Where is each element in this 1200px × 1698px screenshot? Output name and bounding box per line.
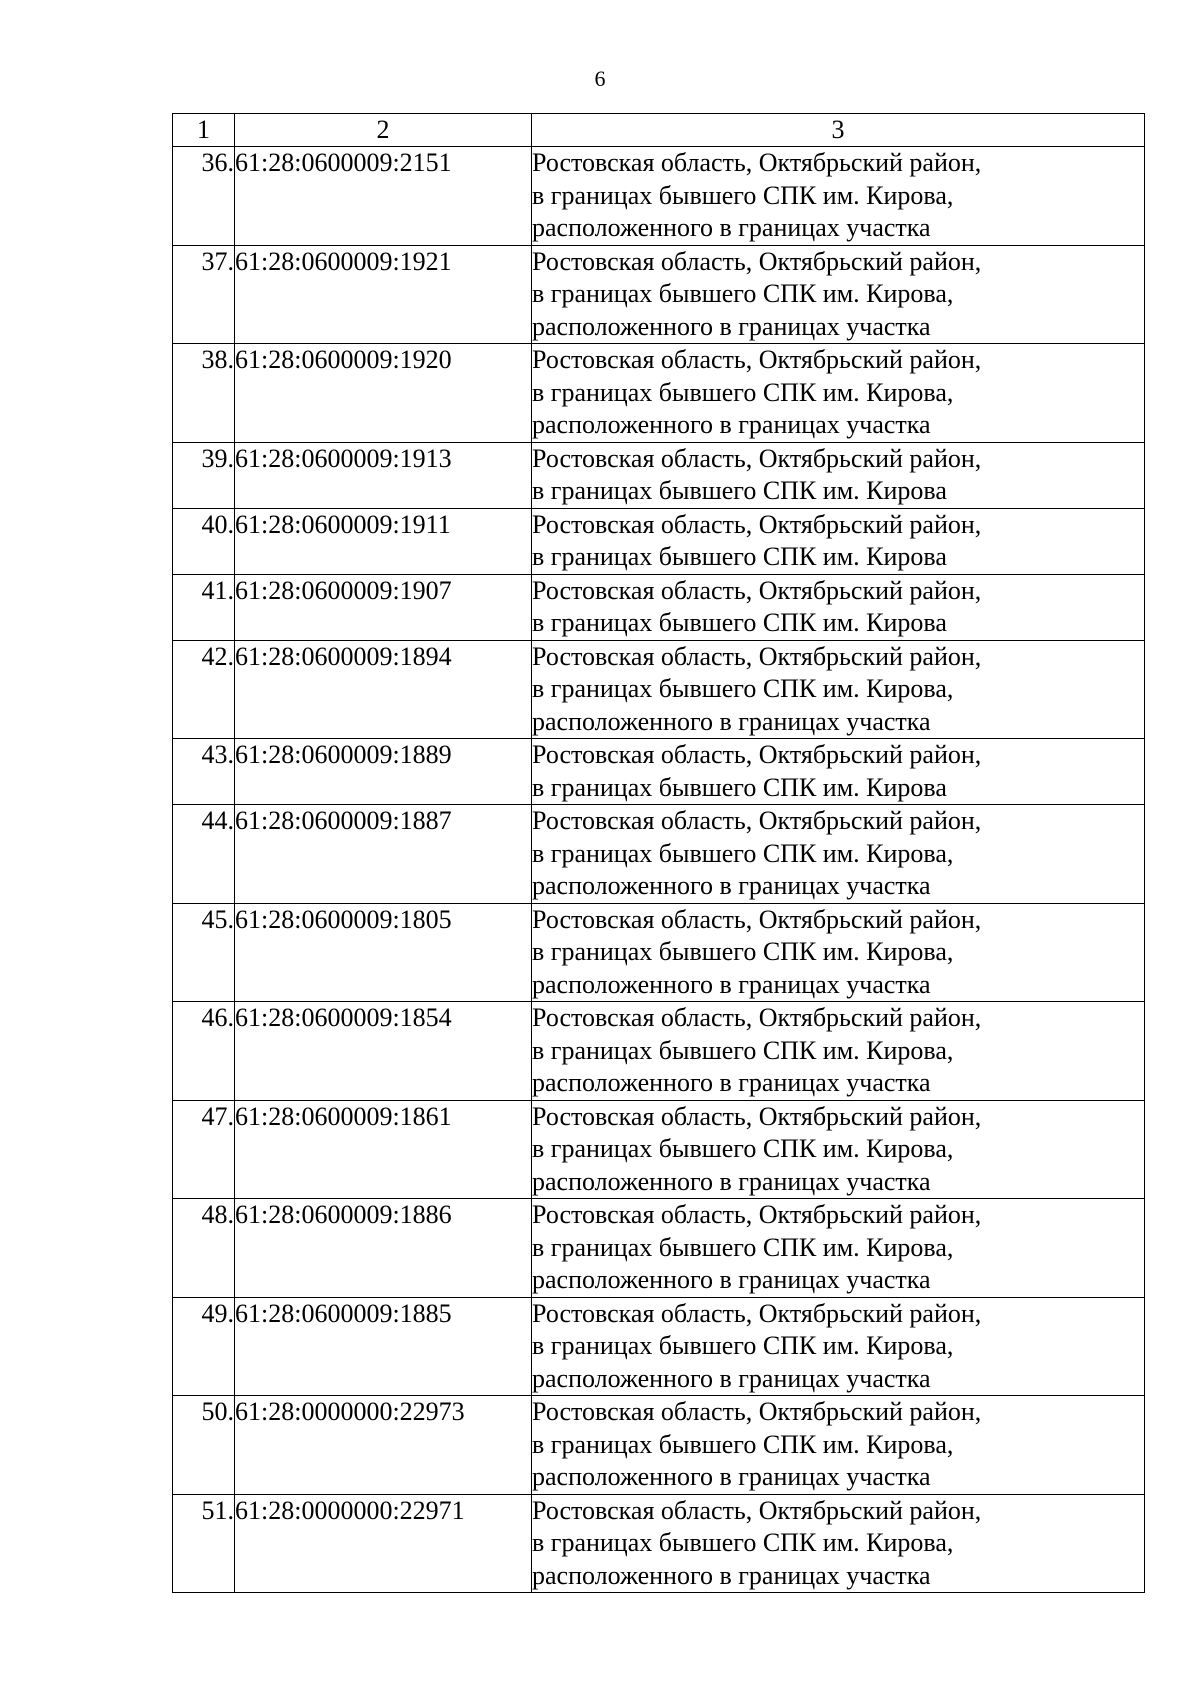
cadastral-number: 61:28:0600009:1885 xyxy=(235,1297,532,1396)
address-line: Ростовская область, Октябрьский район, xyxy=(532,443,982,473)
address-line: расположенного в границах участка xyxy=(532,871,931,900)
cadastral-number: 61:28:0600009:1889 xyxy=(235,739,532,805)
table-row xyxy=(173,1494,1145,1593)
cadastral-number: 61:28:0600009:1805 xyxy=(235,903,532,1002)
address-line: в границах бывшего СПК им. Кирова, xyxy=(532,1429,954,1459)
cadastral-number: 61:28:0600009:1911 xyxy=(235,508,532,574)
address-cell xyxy=(532,147,1145,246)
address-cell xyxy=(532,1100,1145,1199)
row-number: 43. xyxy=(173,739,235,805)
address-line: расположенного в границах участка xyxy=(532,213,931,242)
row-number: 40. xyxy=(173,508,235,574)
cadastral-number: 61:28:0600009:1886 xyxy=(235,1199,532,1298)
table-row xyxy=(173,739,1145,805)
address-cell xyxy=(532,1199,1145,1298)
address-line: Ростовская область, Октябрьский район, xyxy=(532,1200,982,1229)
address-cell xyxy=(532,805,1145,904)
address-line: расположенного в границах участка xyxy=(532,1166,931,1196)
row-number: 45. xyxy=(173,903,235,1002)
row-number: 48. xyxy=(173,1199,235,1298)
address-line: расположенного в границах участка xyxy=(532,410,931,439)
address-line: Ростовская область, Октябрьский район, xyxy=(532,148,982,177)
row-number: 46. xyxy=(173,1002,235,1101)
address-line: в границах бывшего СПК им. Кирова, xyxy=(532,937,954,966)
address-cell xyxy=(532,640,1145,739)
table-row xyxy=(173,442,1145,508)
table-row xyxy=(173,1396,1145,1495)
row-number: 36. xyxy=(173,147,235,246)
table-row xyxy=(173,1100,1145,1199)
address-line: Ростовская область, Октябрьский район, xyxy=(532,641,982,671)
cadastral-number: 61:28:0600009:1907 xyxy=(235,574,532,640)
address-line: в границах бывшего СПК им. Кирова, xyxy=(532,180,954,210)
column-header-number: 1 xyxy=(173,114,235,147)
table-row xyxy=(173,903,1145,1002)
address-cell xyxy=(532,739,1145,805)
address-line: Ростовская область, Октябрьский район, xyxy=(532,1003,982,1032)
table-row xyxy=(173,1297,1145,1396)
address-cell xyxy=(532,442,1145,508)
address-line: Ростовская область, Октябрьский район, xyxy=(532,575,982,605)
row-number: 38. xyxy=(173,344,235,443)
address-cell xyxy=(532,1494,1145,1593)
column-header-cadastral: 2 xyxy=(235,114,532,147)
cadastral-number: 61:28:0000000:22973 xyxy=(235,1396,532,1495)
cadastral-number: 61:28:0600009:1921 xyxy=(235,245,532,344)
address-line: расположенного в границах участка xyxy=(532,1560,931,1590)
cadastral-number: 61:28:0600009:1861 xyxy=(235,1100,532,1199)
table-row xyxy=(173,1002,1145,1101)
table-row xyxy=(173,574,1145,640)
address-cell xyxy=(532,1002,1145,1101)
address-line: расположенного в границах участка xyxy=(532,969,931,999)
address-cell xyxy=(532,903,1145,1002)
address-line: в границах бывшего СПК им. Кирова xyxy=(532,476,947,505)
address-line: Ростовская область, Октябрьский район, xyxy=(532,904,982,934)
cadastral-number: 61:28:0600009:1920 xyxy=(235,344,532,443)
row-number: 49. xyxy=(173,1297,235,1396)
address-line: в границах бывшего СПК им. Кирова, xyxy=(532,1134,954,1163)
row-number: 51. xyxy=(173,1494,235,1593)
row-number: 42. xyxy=(173,640,235,739)
land-plots-table xyxy=(172,113,1145,1593)
address-line: в границах бывшего СПК им. Кирова, xyxy=(532,1035,954,1065)
address-line: Ростовская область, Октябрьский район, xyxy=(532,1101,982,1131)
address-line: в границах бывшего СПК им. Кирова, xyxy=(532,838,954,868)
table-row xyxy=(173,508,1145,574)
address-line: расположенного в границах участка xyxy=(532,1068,931,1097)
address-cell xyxy=(532,344,1145,443)
address-cell xyxy=(532,508,1145,574)
address-line: Ростовская область, Октябрьский район, xyxy=(532,509,982,539)
table-row xyxy=(173,147,1145,246)
address-line: расположенного в границах участка xyxy=(532,311,931,341)
address-line: расположенного в границах участка xyxy=(532,1462,931,1491)
address-line: расположенного в границах участка xyxy=(532,706,931,736)
row-number: 47. xyxy=(173,1100,235,1199)
address-cell xyxy=(532,1297,1145,1396)
row-number: 39. xyxy=(173,442,235,508)
row-number: 44. xyxy=(173,805,235,904)
address-line: в границах бывшего СПК им. Кирова, xyxy=(532,279,954,308)
table-row xyxy=(173,344,1145,443)
address-line: Ростовская область, Октябрьский район, xyxy=(532,1397,982,1426)
cadastral-number: 61:28:0000000:22971 xyxy=(235,1494,532,1593)
address-line: Ростовская область, Октябрьский район, xyxy=(532,345,982,374)
address-line: в границах бывшего СПК им. Кирова xyxy=(532,608,947,637)
table-row xyxy=(173,640,1145,739)
cadastral-number: 61:28:0600009:1913 xyxy=(235,442,532,508)
address-line: Ростовская область, Октябрьский район, xyxy=(532,806,982,835)
address-line: в границах бывшего СПК им. Кирова xyxy=(532,772,947,802)
address-line: в границах бывшего СПК им. Кирова, xyxy=(532,1232,954,1262)
cadastral-number: 61:28:0600009:2151 xyxy=(235,147,532,246)
address-cell xyxy=(532,1396,1145,1495)
cadastral-number: 61:28:0600009:1894 xyxy=(235,640,532,739)
address-cell xyxy=(532,574,1145,640)
table-header-row xyxy=(173,114,1145,147)
address-line: в границах бывшего СПК им. Кирова xyxy=(532,542,947,571)
address-line: в границах бывшего СПК им. Кирова, xyxy=(532,1528,954,1557)
address-line: в границах бывшего СПК им. Кирова, xyxy=(532,377,954,407)
row-number: 50. xyxy=(173,1396,235,1495)
cadastral-number: 61:28:0600009:1854 xyxy=(235,1002,532,1101)
cadastral-number: 61:28:0600009:1887 xyxy=(235,805,532,904)
address-line: расположенного в границах участка xyxy=(532,1265,931,1294)
row-number: 41. xyxy=(173,574,235,640)
page-number: 6 xyxy=(594,66,606,91)
table-row xyxy=(173,245,1145,344)
address-line: в границах бывшего СПК им. Кирова, xyxy=(532,1331,954,1360)
address-line: Ростовская область, Октябрьский район, xyxy=(532,246,982,276)
column-header-address: 3 xyxy=(532,114,1145,147)
address-line: Ростовская область, Октябрьский район, xyxy=(532,1298,982,1328)
table-body xyxy=(173,147,1145,1593)
address-line: расположенного в границах участка xyxy=(532,1363,931,1393)
table-row xyxy=(173,805,1145,904)
table-row xyxy=(173,1199,1145,1298)
address-line: в границах бывшего СПК им. Кирова, xyxy=(532,674,954,703)
row-number: 37. xyxy=(173,245,235,344)
address-line: Ростовская область, Октябрьский район, xyxy=(532,740,982,769)
address-line: Ростовская область, Октябрьский район, xyxy=(532,1495,982,1525)
address-cell xyxy=(532,245,1145,344)
